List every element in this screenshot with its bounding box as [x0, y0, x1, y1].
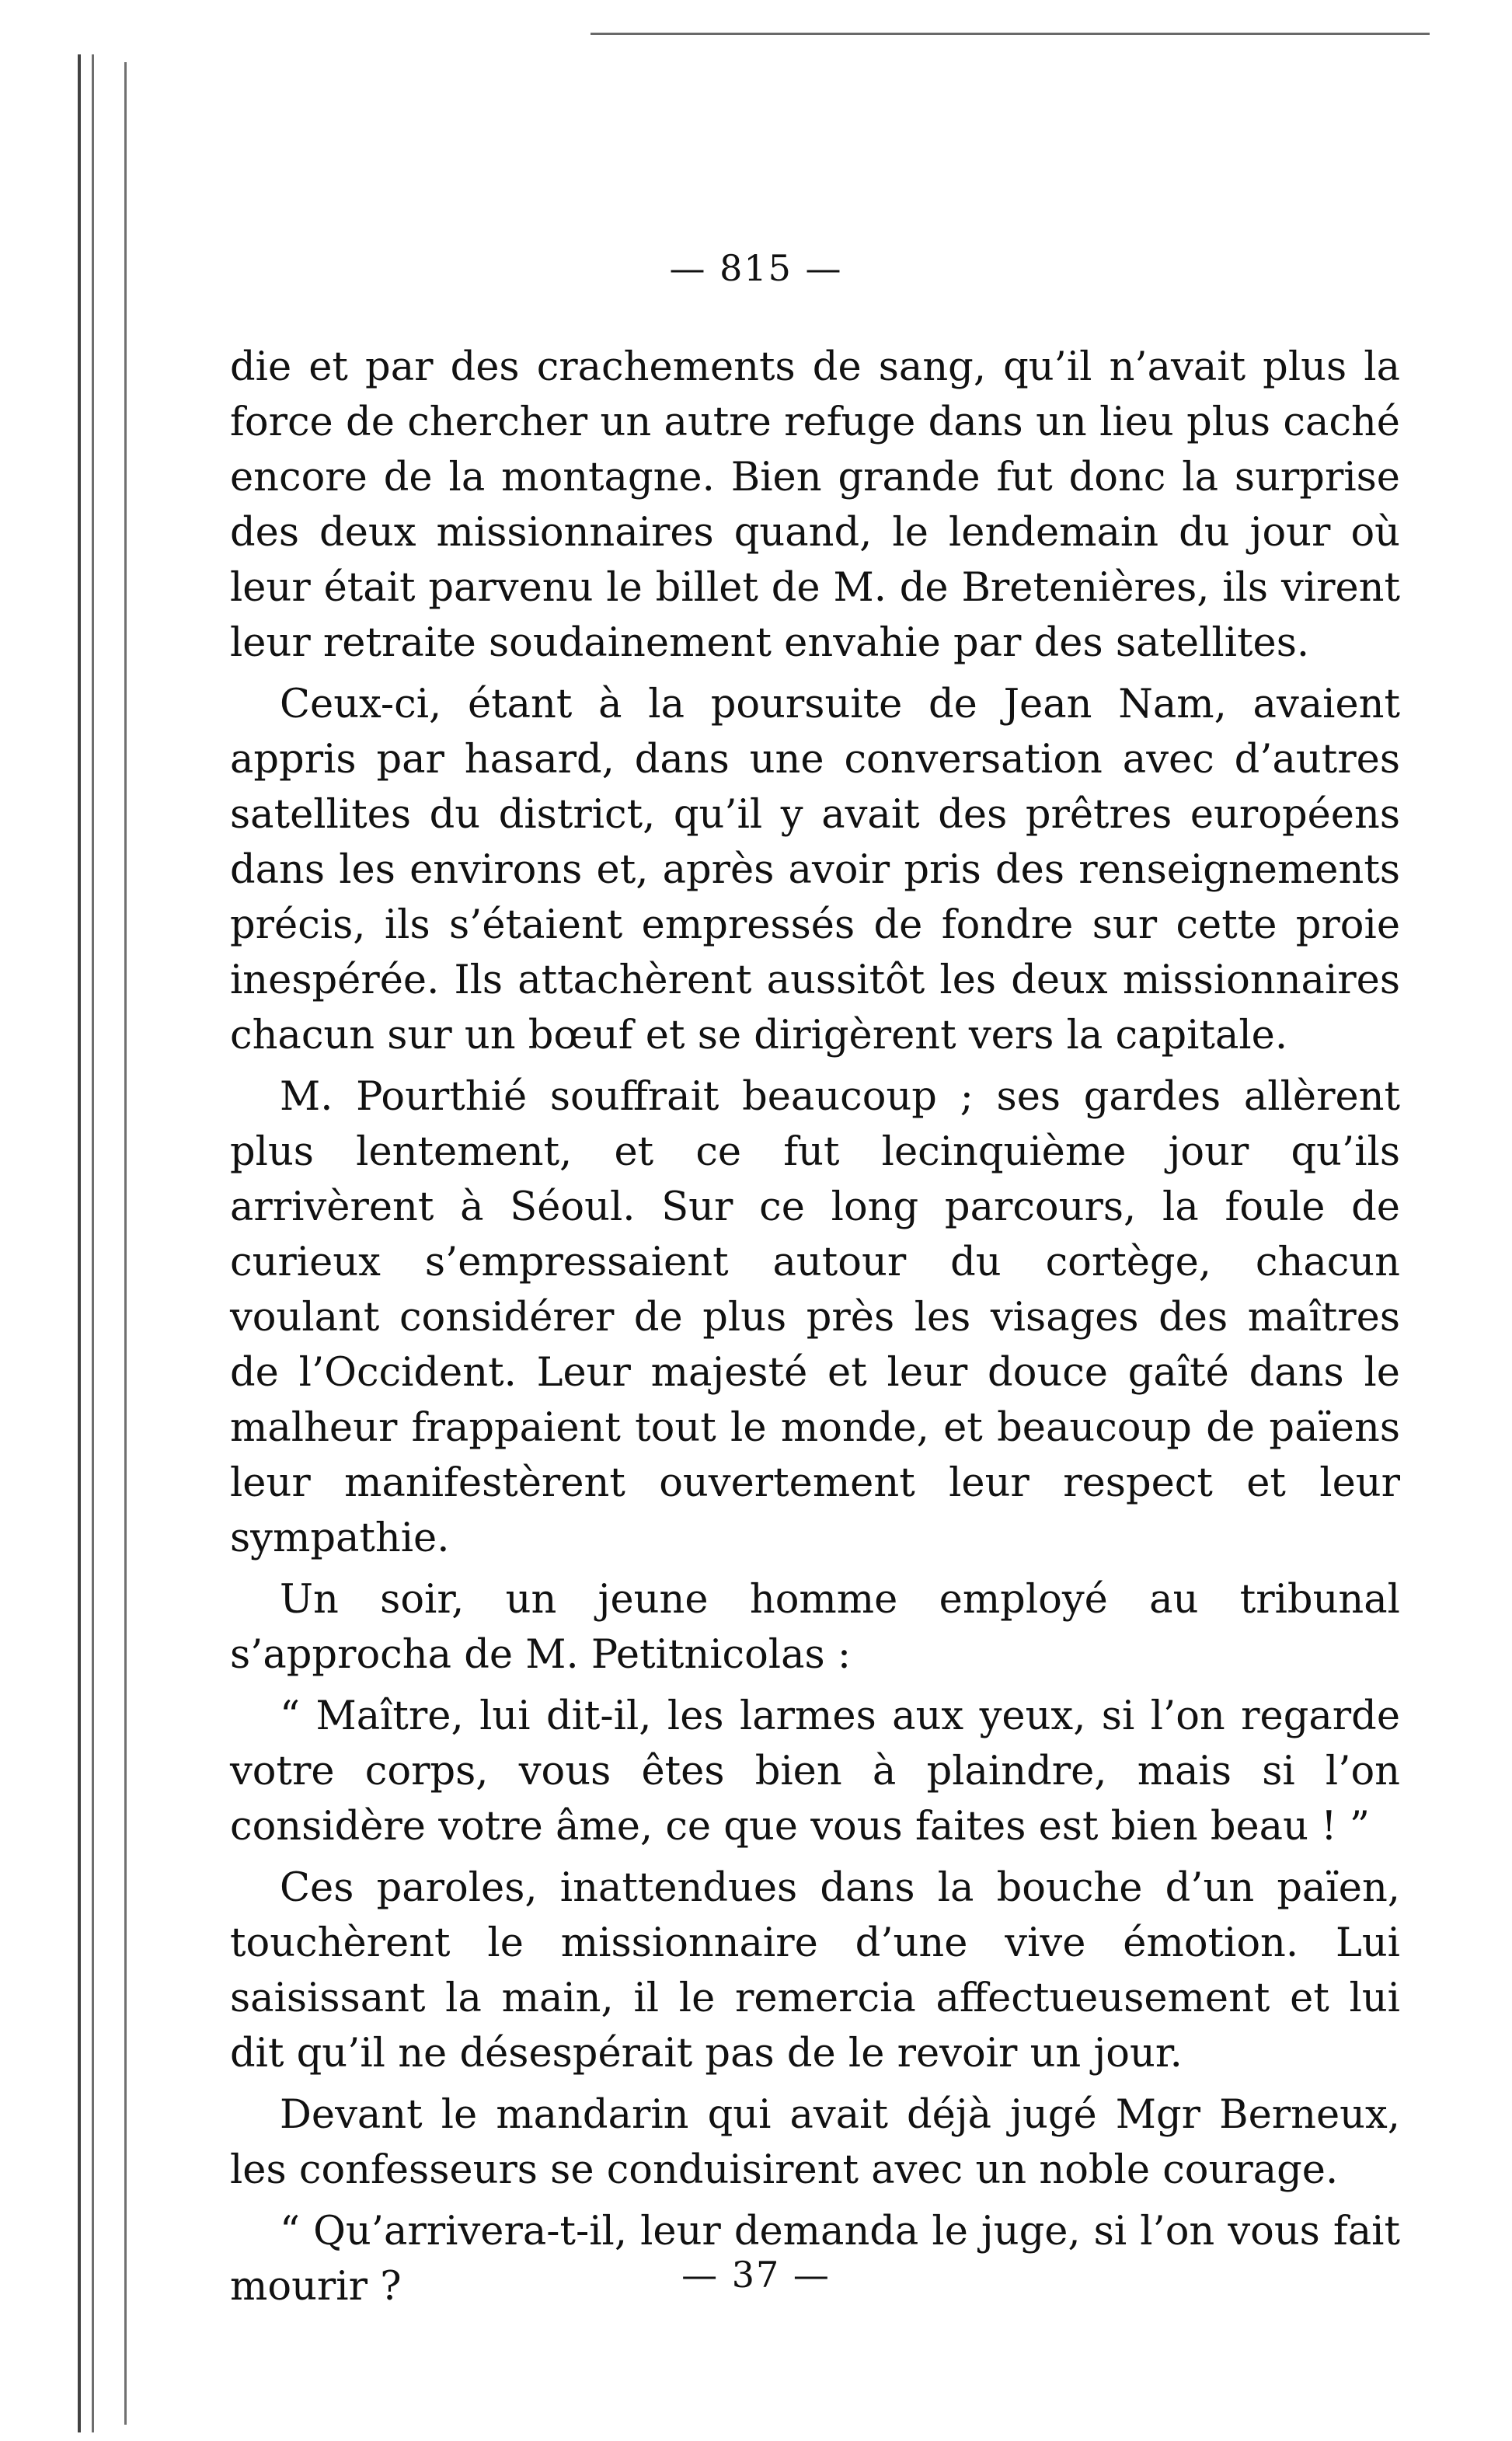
top-rule — [591, 33, 1430, 35]
paragraph: M. Pourthié souffrait beaucoup ; ses gardes allèrent plus lentement, et ce fut lecinquième jour qu’ils arrivèrent à Séoul. Sur ce long parcours, la foule de curieux s’empressaient autour du cortège, chacun voulant considérer de plus près les visages des maîtres de l’Occident. Leur majesté et leur douce gaîté dans le malheur frappaient tout le monde, et beaucoup de païens leur manifestèrent ouvertement leur respect et leur sympathie. — [230, 1074, 1400, 1561]
paragraph: Ceux-ci, étant à la poursuite de Jean Nam, avaient appris par hasard, dans une conversation avec d’autres satellites du district, qu’il y avait des prêtres européens dans les environs et, après avoir pris des renseignements précis, ils s’étaient empressés de fondre sur cette proie inespérée. Ils attachèrent aussitôt les deux missionnaires chacun sur un bœuf et se dirigèrent vers la capitale. — [230, 682, 1400, 1058]
paragraph: Devant le mandarin qui avait déjà jugé Mgr Berneux, les confesseurs se conduisirent avec un noble courage. — [230, 2092, 1400, 2193]
paragraph: Un soir, un jeune homme employé au tribunal s’approcha de M. Petitnicolas : — [230, 1577, 1400, 1678]
paragraph: “ Maître, lui dit-il, les larmes aux yeux, si l’on regarde votre corps, vous êtes bien à plaindre, mais si l’on considère votre âme, ce que vous faites est bien beau ! ” — [230, 1693, 1400, 1850]
page-number-bottom: — 37 — — [681, 2254, 831, 2296]
binding-edge — [78, 54, 94, 2432]
page-number-top: — 815 — — [669, 247, 843, 289]
paragraph: Ces paroles, inattendues dans la bouche d’un païen, touchèrent le missionnaire d’une vive émotion. Lui saisissant la main, il le remercia affectueusement et lui dit qu’il ne désespérait pas de le revoir un jour. — [230, 1865, 1400, 2077]
paragraph: “ Qu’arrivera-t-il, leur demanda le juge, si l’on vous fait mourir ? — [230, 2209, 1400, 2310]
paragraph: die et par des crachements de sang, qu’il n’avait plus la force de chercher un autre refuge dans un lieu plus caché encore de la montagne. Bien grande fut donc la surprise des deux missionnaires quand, le lendemain du jour où leur était parvenu le billet de M. de Bretenières, ils virent leur retraite soudainement envahie par des satellites. — [230, 344, 1400, 666]
binding-edge-inner — [124, 62, 131, 2425]
body-text — [230, 340, 1400, 2321]
